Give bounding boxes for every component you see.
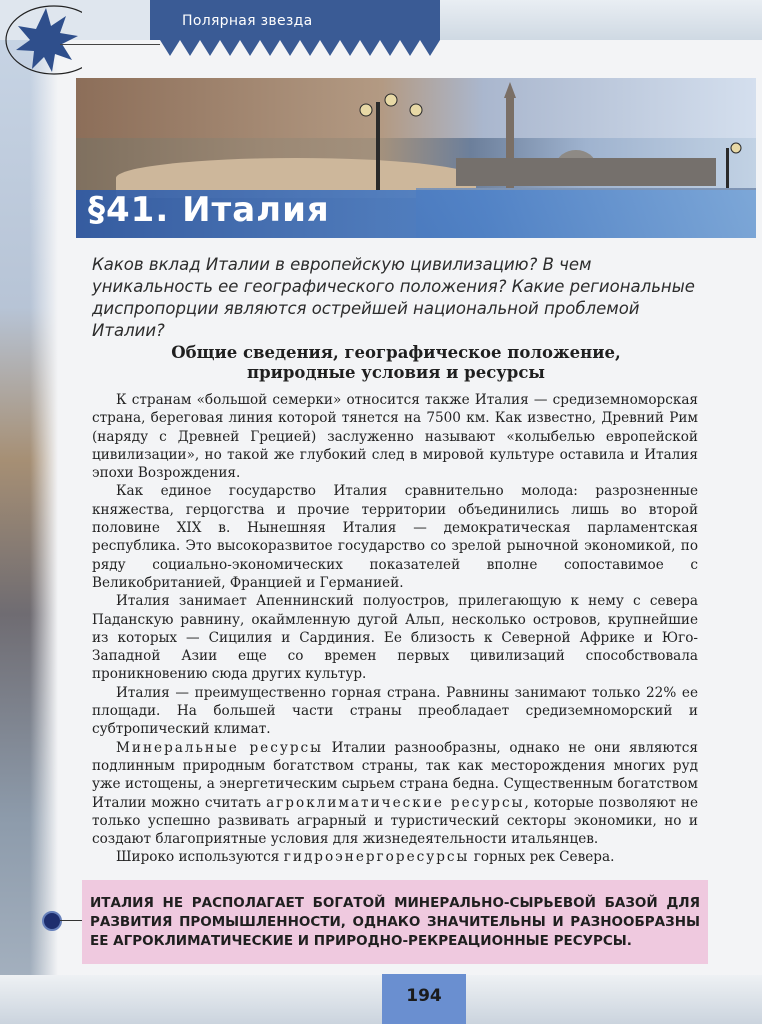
intro-questions xyxy=(92,254,700,342)
paragraph-5-part-a: Италии разнообразны, однако не они являются подлинным природным богатством страны, так как месторождения многих руд уже истощены, а энергетическим сырьем страна бедна. Существенным богатством Италии можно считать xyxy=(92,739,698,811)
intro-questions-text: Каков вклад Италии в европейскую цивилизацию? В чем уникальность ее географического положения? Какие региональные диспропорции являются острейшей национальной проблемой Италии? xyxy=(92,255,695,340)
paragraph-3: Италия занимает Апеннинский полуостров, прилегающую к нему с севера Паданскую равнину, окаймленную дугой Альп, несколько островов, крупнейшие из которых — Сицилия и Сардиния. Ее близость к Северной Африке и Юго-Западной Азии еще со времен первых цивилизаций способствовала проникновению сюда других культур. xyxy=(92,593,698,683)
header-divider xyxy=(60,44,160,45)
paragraph-6-part-a: Широко используются xyxy=(116,849,284,866)
body-text xyxy=(92,391,698,867)
key-conclusion-box xyxy=(82,880,708,964)
paragraph-5 xyxy=(92,739,698,849)
term-mineral-resources: Минеральные ресурсы xyxy=(116,739,323,756)
series-title: Полярная звезда xyxy=(182,13,313,29)
paragraph-1: К странам «большой семерки» относится также Италия — средиземноморская страна, береговая линия которой тянется на 7500 км. Как известно, Древний Рим (наряду с Древней Грецией) заслуженно называют «колыбелью европейской цивилизации», но такой же глубокий след в мировой культуре оставила и Италия эпохи Возрождения. xyxy=(92,392,698,482)
page-number: 194 xyxy=(406,986,442,1006)
paragraph-2: Как единое государство Италия сравнительно молода: разрозненные княжества, герцогства и прочие территории объединились лишь во второй половине XIX в. Нынешняя Италия — демократическая парламентская республика. Это высокоразвитое государство со зрелой рыночной экономикой, по ряду социально-экономических показателей вполне сопоставимое с Великобританией, Францией и Германией. xyxy=(92,483,698,591)
section-heading xyxy=(96,343,696,383)
paragraph-6 xyxy=(92,848,698,866)
paragraph-4: Италия — преимущественно горная страна. Равнины занимают только 22% ее площади. На большей части страны преобладает средиземноморский и субтропический климат. xyxy=(92,684,698,738)
bottom-skyline-image xyxy=(0,975,762,1024)
left-decorative-strip xyxy=(0,0,58,1024)
top-skyline-image xyxy=(440,0,762,40)
key-conclusion-text: ИТАЛИЯ НЕ РАСПОЛАГАЕТ БОГАТОЙ МИНЕРАЛЬНО-СЫРЬЕВОЙ БАЗОЙ ДЛЯ РАЗВИТИЯ ПРОМЫШЛЕННОСТИ, ОДНАКО ЗНАЧИТЕЛЬНЫ И РАЗНООБРАЗНЫ ЕЕ АГРОКЛИМАТИЧЕСКИЕ И ПРИРОДНО-РЕКРЕАЦИОННЫЕ РЕСУРСЫ. xyxy=(90,895,700,949)
paragraph-6-part-b: горных рек Севера. xyxy=(469,849,615,866)
term-agroclimatic-resources: агроклиматические ресурсы xyxy=(266,794,525,811)
chapter-banner xyxy=(76,78,756,238)
section-heading-line1: Общие сведения, географическое положение, xyxy=(171,343,621,362)
paragraph-5-part-b: , которые позволяют не только успешно развивать аграрный и туристический секторы экономики, но и создают благоприятные условия для жизнедеятельности итальянцев. xyxy=(92,794,699,848)
star-icon xyxy=(4,4,82,76)
chapter-title: §41. Италия xyxy=(88,190,330,230)
callout-marker-icon xyxy=(42,911,62,931)
callout-connector xyxy=(60,920,84,921)
section-heading-line2: природные условия и ресурсы xyxy=(247,363,545,382)
term-hydro-resources: гидроэнергоресурсы xyxy=(283,849,470,866)
